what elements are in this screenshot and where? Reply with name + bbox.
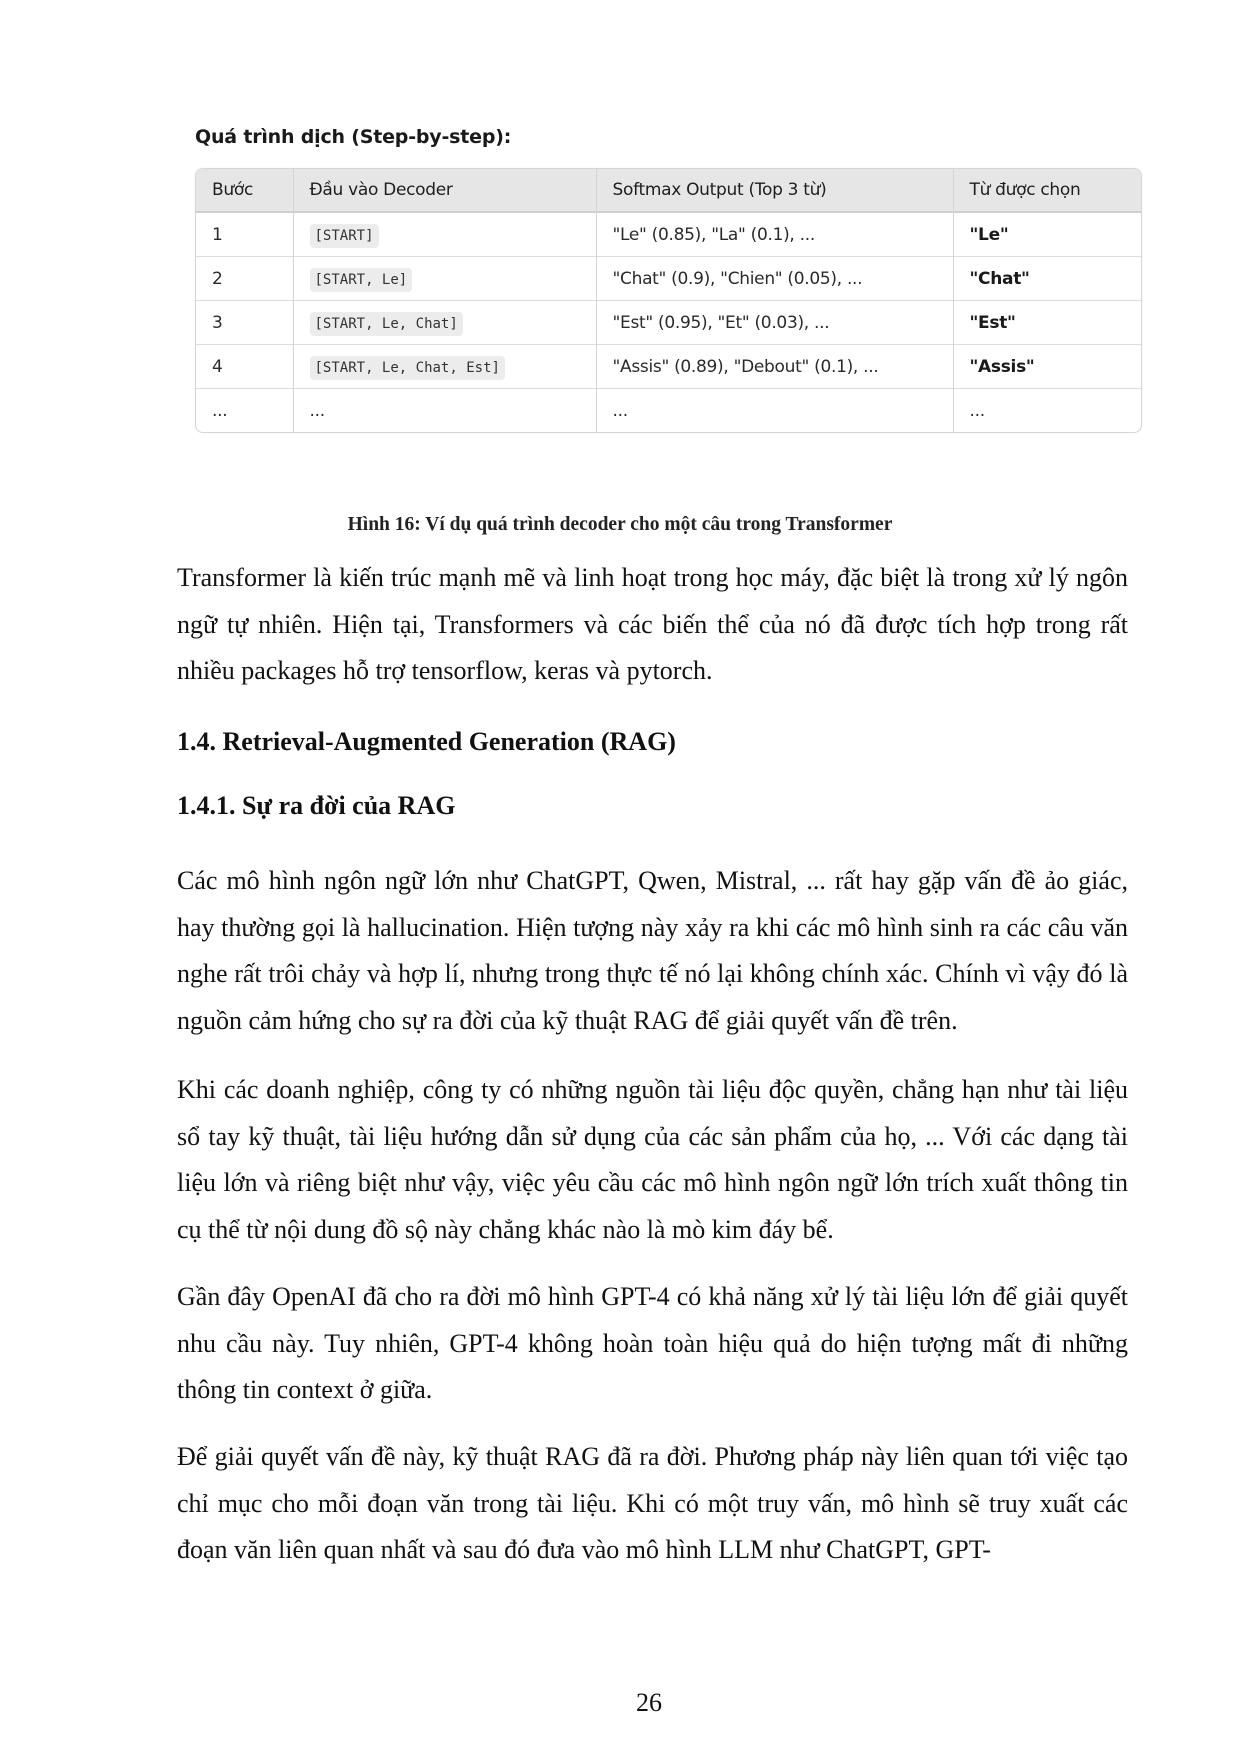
cell-step: ... <box>196 389 293 433</box>
page-number: 26 <box>636 1688 662 1717</box>
cell-chosen-word: "Chat" <box>953 257 1141 301</box>
cell-chosen-word: "Est" <box>953 301 1141 345</box>
code-chip: [START, Le] <box>310 268 413 292</box>
cell-decoder-input <box>293 257 596 301</box>
paragraph-hallucination: Các mô hình ngôn ngữ lớn như ChatGPT, Qwen, Mistral, ... rất hay gặp vấn đề ảo giác, hay thường gọi là hallucination. Hiện tượng này xảy ra khi các mô hình sinh ra các câu văn nghe rất trôi chảy và hợp lí, nhưng trong thực tế nó lại không chính xác. Chính vì vậy đó là nguồn cảm hứng cho sự ra đời của kỹ thuật RAG để giải quyết vấn đề trên. <box>177 866 1128 1035</box>
header-step: Bước <box>196 169 293 212</box>
table-row <box>196 257 1141 301</box>
figure-title: Quá trình dịch (Step-by-step): <box>195 126 512 148</box>
cell-decoder-input: ... <box>293 389 596 433</box>
code-chip: [START, Le, Chat] <box>310 312 463 336</box>
paragraph-enterprise-docs: Khi các doanh nghiệp, công ty có những nguồn tài liệu độc quyền, chẳng hạn như tài liệu sổ tay kỹ thuật, tài liệu hướng dẫn sử dụng của các sản phẩm của họ, ... Với các dạng tài liệu lớn và riêng biệt như vậy, việc yêu cầu các mô hình ngôn ngữ lớn trích xuất thông tin cụ thể từ nội dung đồ sộ này chẳng khác nào là mò kim đáy bể. <box>177 1075 1128 1244</box>
cell-softmax-output: "Le" (0.85), "La" (0.1), ... <box>596 212 953 257</box>
subsection-heading: 1.4.1. Sự ra đời của RAG <box>177 791 456 820</box>
header-decoder-input: Đầu vào Decoder <box>293 169 596 212</box>
table-header-row <box>196 169 1141 212</box>
table-row <box>196 212 1141 257</box>
paragraph-rag-origin: Để giải quyết vấn đề này, kỹ thuật RAG đã ra đời. Phương pháp này liên quan tới việc tạo chỉ mục cho mỗi đoạn văn trong tài liệu. Khi có một truy vấn, mô hình sẽ truy xuất các đoạn văn liên quan nhất và sau đó đưa vào mô hình LLM như ChatGPT, GPT- <box>177 1442 1128 1564</box>
table-row <box>196 389 1141 433</box>
code-chip: [START, Le, Chat, Est] <box>310 356 505 380</box>
cell-decoder-input <box>293 212 596 257</box>
cell-step: 3 <box>196 301 293 345</box>
header-chosen-word: Từ được chọn <box>953 169 1141 212</box>
intro-paragraph: Transformer là kiến trúc mạnh mẽ và linh hoạt trong học máy, đặc biệt là trong xử lý ngôn ngữ tự nhiên. Hiện tại, Transformers và các biến thể của nó đã được tích hợp trong rất nhiều packages hỗ trợ tensorflow, keras và pytorch. <box>177 563 1128 685</box>
cell-chosen-word: "Le" <box>953 212 1141 257</box>
cell-decoder-input <box>293 345 596 389</box>
cell-softmax-output: "Est" (0.95), "Et" (0.03), ... <box>596 301 953 345</box>
cell-step: 4 <box>196 345 293 389</box>
code-chip: [START] <box>310 224 379 248</box>
cell-step: 2 <box>196 257 293 301</box>
cell-step: 1 <box>212 224 223 245</box>
header-softmax-output: Softmax Output (Top 3 từ) <box>596 169 953 212</box>
table-row <box>196 301 1141 345</box>
paragraph-gpt4: Gần đây OpenAI đã cho ra đời mô hình GPT-4 có khả năng xử lý tài liệu lớn để giải quyết nhu cầu này. Tuy nhiên, GPT-4 không hoàn toàn hiệu quả do hiện tượng mất đi những thông tin context ở giữa. <box>177 1282 1128 1404</box>
cell-softmax-output: "Chat" (0.9), "Chien" (0.05), ... <box>596 257 953 301</box>
cell-chosen-word: "Assis" <box>953 345 1141 389</box>
decoder-steps-table <box>195 168 1142 433</box>
cell-softmax-output: ... <box>596 389 953 433</box>
section-heading: 1.4. Retrieval-Augmented Generation (RAG) <box>177 727 676 756</box>
cell-chosen-word: ... <box>953 389 1141 433</box>
cell-decoder-input <box>293 301 596 345</box>
figure-caption: Hình 16: Ví dụ quá trình decoder cho một câu trong Transformer <box>347 514 893 535</box>
cell-softmax-output: "Assis" (0.89), "Debout" (0.1), ... <box>596 345 953 389</box>
table-row <box>196 345 1141 389</box>
